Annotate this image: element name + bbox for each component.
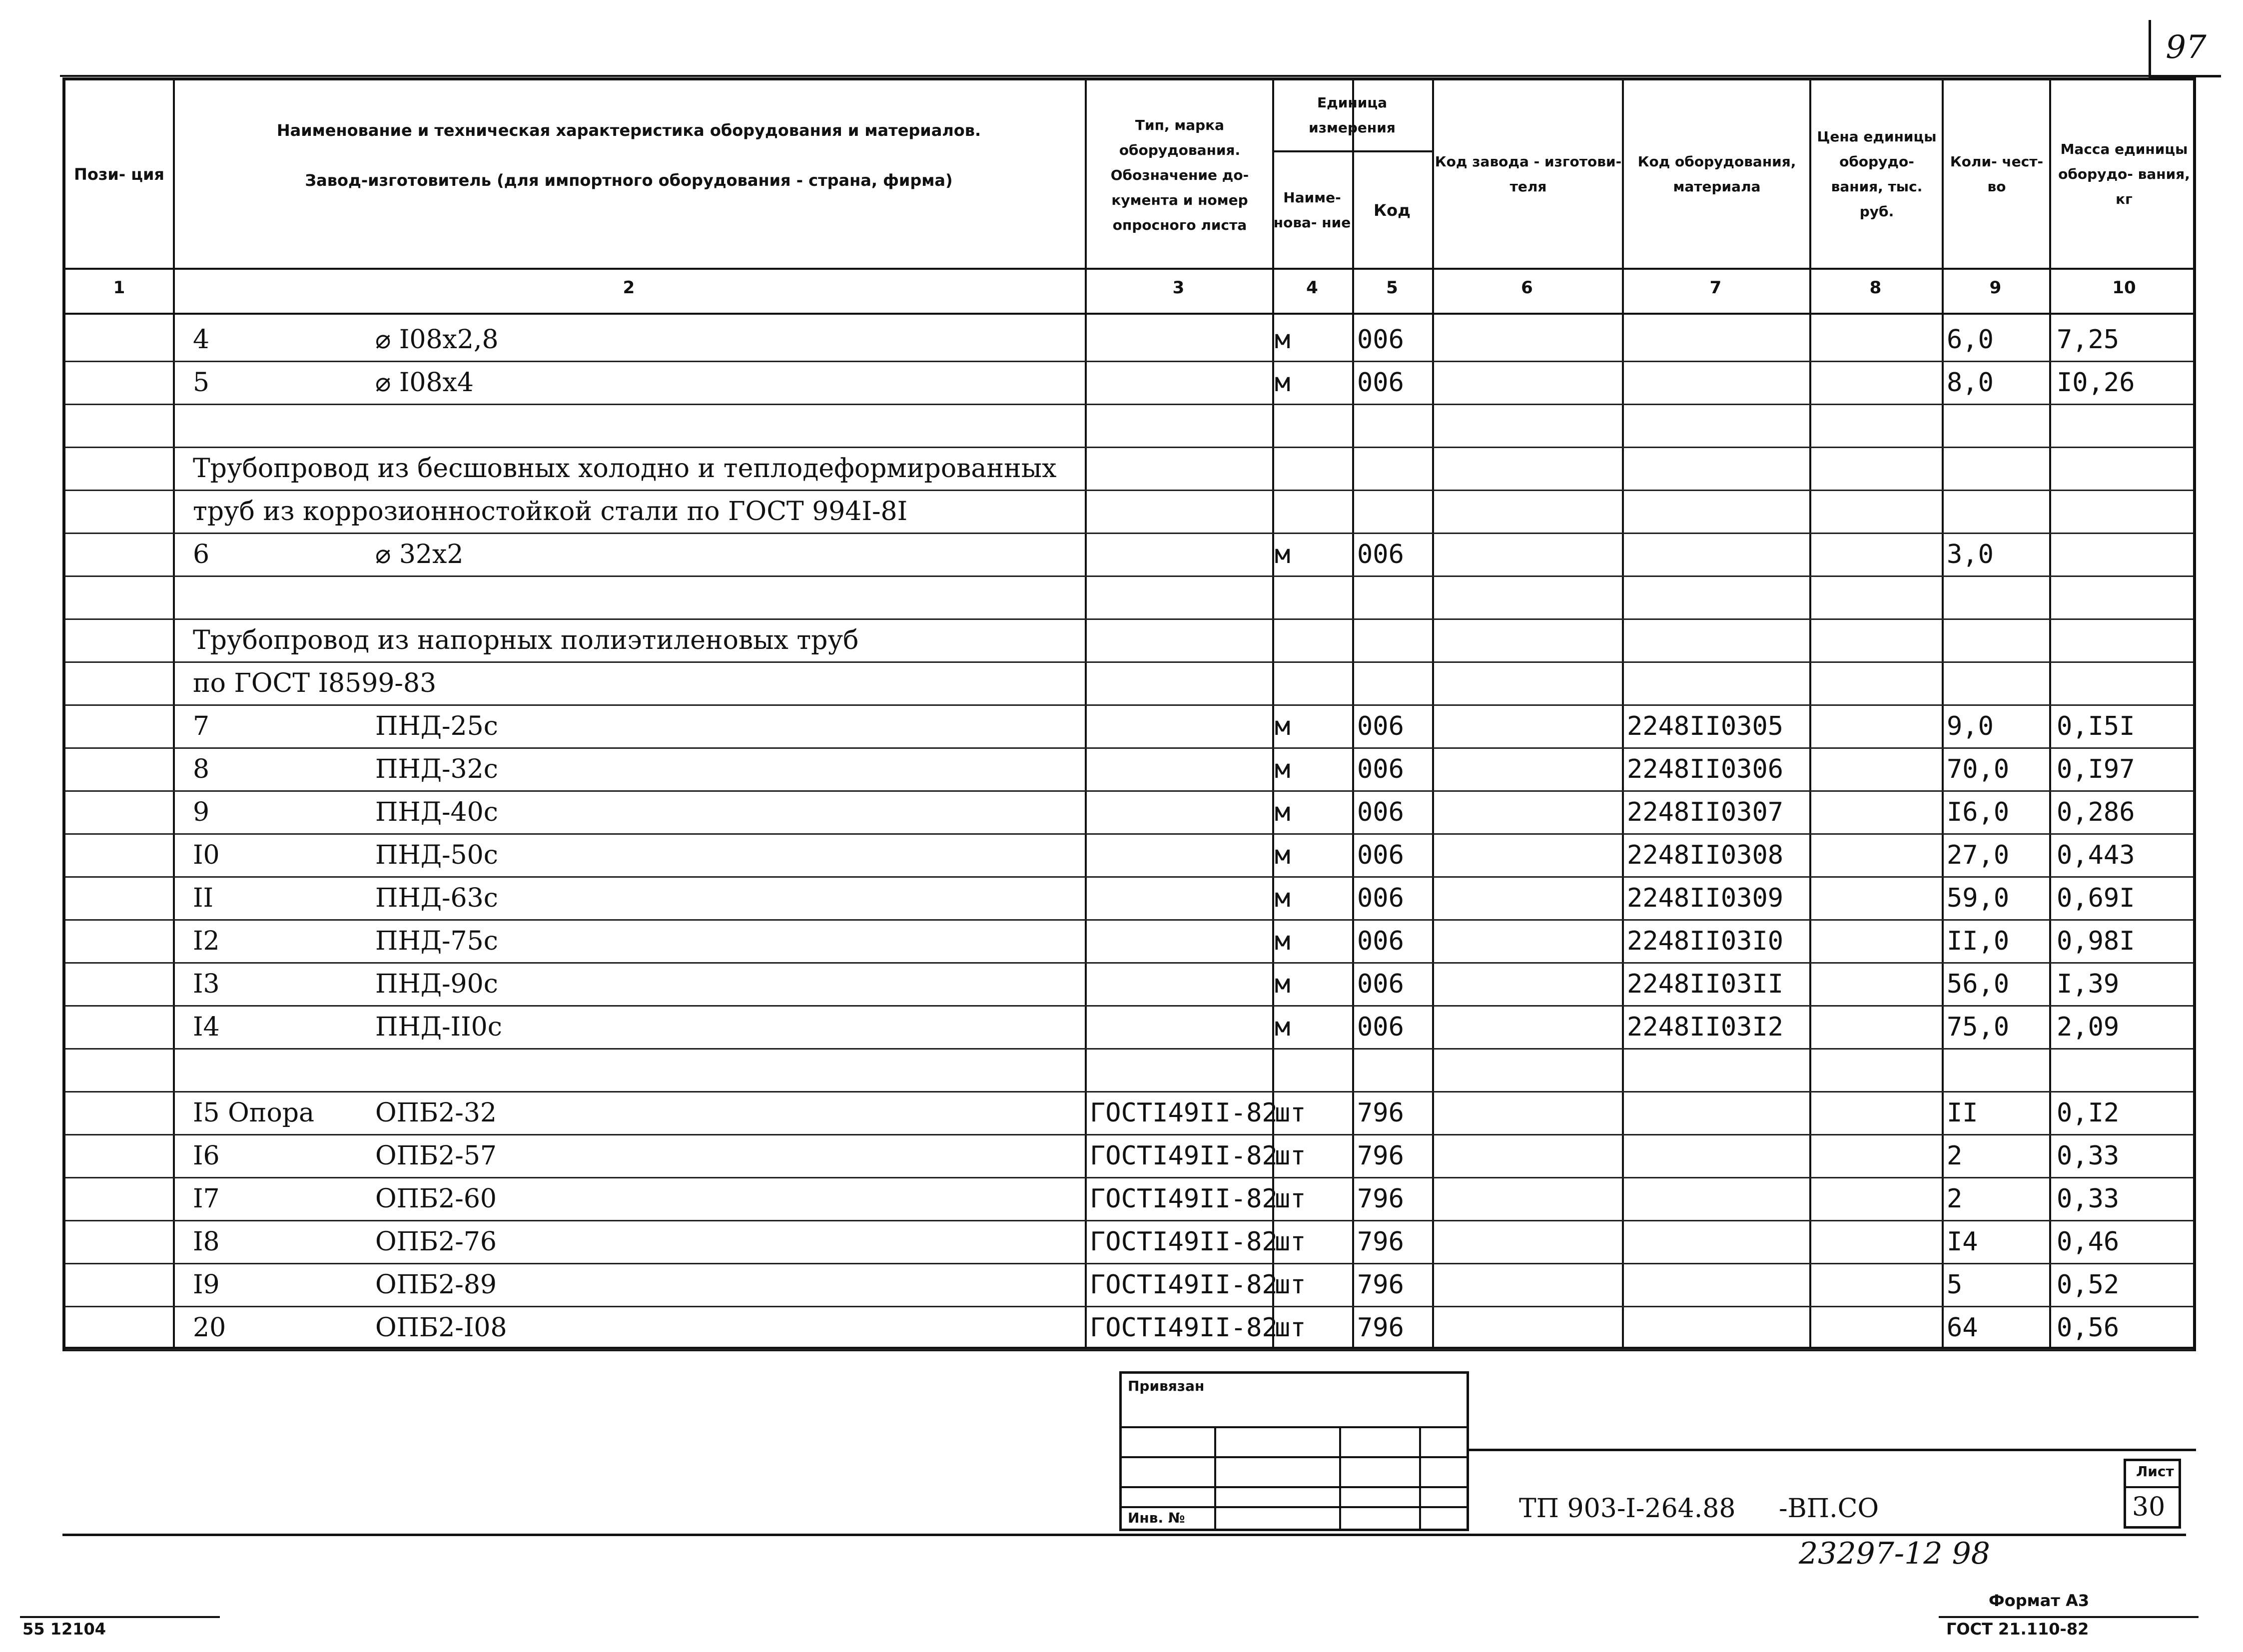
sheet-number: 30 [2132, 1492, 2166, 1522]
footer-gost: ГОСТ 21.110-82 [1946, 1620, 2089, 1639]
cell-unit: м [1275, 883, 1291, 913]
document-suffix: -ВП.СО [1779, 1494, 1879, 1524]
cell-unit: шт [1275, 1227, 1306, 1257]
section-heading: Трубопровод из напорных полиэтиленовых труб [193, 625, 859, 655]
col-divider [1622, 80, 1624, 1348]
cell-unit: шт [1275, 1270, 1306, 1300]
colnum-bottom-rule [65, 313, 2193, 315]
cell-pos: I5 Опора [193, 1098, 315, 1128]
col-divider [1352, 80, 1354, 1348]
cell-pos: II [193, 883, 214, 913]
cell-code: 006 [1357, 325, 1404, 355]
col-divider [2049, 80, 2051, 1348]
cell-mass: 0,286 [2057, 797, 2135, 827]
cell-unit: м [1275, 754, 1291, 784]
stamp-rule [1122, 1456, 1467, 1458]
cell-kod7: 2248II0307 [1627, 797, 1784, 827]
colnum-9: 9 [1989, 278, 2002, 298]
stamp-rule [1122, 1506, 1467, 1508]
row-rule [65, 661, 2193, 663]
cell-unit: шт [1275, 1313, 1306, 1343]
page-number: 97 [2149, 20, 2221, 77]
cell-name: ПНД-32с [375, 754, 498, 784]
cell-qty: 8,0 [1947, 368, 1994, 398]
cell-unit: шт [1275, 1141, 1306, 1171]
cell-type: ГОСТI49II-82 [1090, 1227, 1278, 1257]
header-unit-code: Код [1374, 201, 1411, 220]
cell-qty: 2 [1947, 1184, 1963, 1214]
cell-mass: 0,98I [2057, 926, 2135, 956]
cell-unit: м [1275, 711, 1291, 741]
cell-qty: 2 [1947, 1141, 1963, 1171]
cell-pos: 4 [193, 325, 210, 355]
cell-code: 006 [1357, 926, 1404, 956]
cell-pos: I8 [193, 1227, 220, 1257]
col-divider [1942, 80, 1944, 1348]
cell-pos: I3 [193, 969, 220, 999]
cell-name: ОПБ2-89 [375, 1270, 497, 1300]
colnum-10: 10 [2112, 278, 2136, 298]
cell-pos: 20 [193, 1313, 226, 1343]
row-rule [65, 1263, 2193, 1264]
row-rule [65, 490, 2193, 491]
section-heading: Трубопровод из бесшовных холодно и теплодеформированных [193, 454, 1057, 484]
col-divider [1432, 80, 1434, 1348]
cell-mass: 2,09 [2057, 1012, 2120, 1042]
row-rule [65, 790, 2193, 792]
sheet-rule [2126, 1486, 2179, 1488]
cell-qty: 59,0 [1947, 883, 2010, 913]
cell-pos: I7 [193, 1184, 220, 1214]
col-divider [1809, 80, 1811, 1348]
cell-unit: м [1275, 368, 1291, 398]
cell-code: 006 [1357, 754, 1404, 784]
cell-type: ГОСТI49II-82 [1090, 1270, 1278, 1300]
cell-pos: I6 [193, 1141, 220, 1171]
unit-subheader-rule [1272, 150, 1432, 152]
cell-mass: 7,25 [2057, 325, 2120, 355]
row-rule [65, 747, 2193, 749]
cell-mass: 0,443 [2057, 840, 2135, 870]
section-heading: труб из коррозионностойкой стали по ГОСТ 994I-8I [193, 497, 908, 527]
cell-name: ПНД-40с [375, 797, 498, 827]
row-rule [65, 447, 2193, 448]
header-type: Тип, марка оборудования. Обозначение до- кумента и номер опросного листа [1110, 117, 1249, 233]
colnum-7: 7 [1709, 278, 1722, 298]
header-mass: Масса единицы оборудо- вания, кг [2058, 140, 2190, 207]
cell-mass: I,39 [2057, 969, 2120, 999]
row-rule [65, 876, 2193, 878]
cell-mass: 0,33 [2057, 1184, 2120, 1214]
inventory-number-label: Инв. № [1128, 1510, 1185, 1526]
colnum-5: 5 [1386, 278, 1398, 298]
cell-name: ОПБ2-76 [375, 1227, 497, 1257]
cell-name: ⌀ I08x4 [375, 368, 474, 398]
stamp-divider [1214, 1426, 1216, 1529]
cell-qty: 6,0 [1947, 325, 1994, 355]
cell-name: ОПБ2-I08 [375, 1313, 507, 1343]
row-rule [65, 1349, 2193, 1350]
title-block-rule [1469, 1449, 2196, 1451]
cell-type: ГОСТI49II-82 [1090, 1313, 1278, 1343]
cell-qty: I6,0 [1947, 797, 2010, 827]
cell-code: 796 [1357, 1184, 1404, 1214]
document-code: ТП 903-I-264.88 [1519, 1494, 1736, 1524]
cell-unit: м [1275, 840, 1291, 870]
cell-name: ОПБ2-57 [375, 1141, 497, 1171]
col-divider [1085, 80, 1087, 1348]
cell-code: 006 [1357, 540, 1404, 569]
row-rule [65, 919, 2193, 921]
cell-kod7: 2248II0309 [1627, 883, 1784, 913]
cell-qty: II [1947, 1098, 1978, 1128]
stamp-divider [1419, 1426, 1421, 1529]
colnum-4: 4 [1306, 278, 1318, 298]
cell-pos: 5 [193, 368, 210, 398]
row-rule [65, 404, 2193, 405]
cell-qty: 56,0 [1947, 969, 2010, 999]
row-rule [65, 1177, 2193, 1178]
cell-pos: I4 [193, 1012, 220, 1042]
sheet-box [2124, 1459, 2181, 1529]
footer-format: Формат А3 [1989, 1591, 2090, 1610]
header-factory-code: Код завода - изготови- теля [1435, 153, 1622, 195]
cell-qty: 9,0 [1947, 711, 1994, 741]
header-name-line2: Завод-изготовитель (для импортного оборудования - страна, фирма) [305, 171, 953, 190]
cell-type: ГОСТI49II-82 [1090, 1184, 1278, 1214]
cell-name: ПНД-90с [375, 969, 498, 999]
header-price: Цена единицы оборудо- вания, тыс. руб. [1817, 128, 1937, 220]
row-rule [65, 704, 2193, 706]
cell-unit: м [1275, 540, 1291, 569]
colnum-2: 2 [623, 278, 635, 298]
stamp-rule [1122, 1426, 1467, 1428]
cell-name: ПНД-50с [375, 840, 498, 870]
row-rule [65, 1091, 2193, 1093]
cell-mass: 0,I2 [2057, 1098, 2120, 1128]
row-rule [65, 1134, 2193, 1135]
cell-name: ⌀ I08x2,8 [375, 325, 499, 355]
header-quantity: Коли- чест- во [1950, 153, 2044, 195]
top-rule [60, 75, 2159, 77]
cell-pos: I2 [193, 926, 220, 956]
cell-mass: 0,56 [2057, 1313, 2120, 1343]
cell-code: 006 [1357, 969, 1404, 999]
cell-pos: I9 [193, 1270, 220, 1300]
stamp-divider [1339, 1426, 1341, 1529]
row-rule [65, 1306, 2193, 1307]
header-unit: Единица измерения [1309, 94, 1396, 136]
col-divider [173, 80, 175, 1348]
header-equipment-code: Код оборудования, материала [1637, 153, 1796, 195]
cell-name: ⌀ 32x2 [375, 540, 464, 569]
header-unit-name: Наиме- нова- ние [1273, 189, 1351, 231]
cell-qty: 75,0 [1947, 1012, 2010, 1042]
cell-kod7: 2248II03I2 [1627, 1012, 1784, 1042]
cell-mass: 0,46 [2057, 1227, 2120, 1257]
cell-kod7: 2248II0306 [1627, 754, 1784, 784]
row-rule [65, 618, 2193, 620]
stamp-rule [1122, 1486, 1467, 1488]
footer-left-code: 55 12104 [22, 1620, 106, 1639]
cell-pos: 6 [193, 540, 210, 569]
cell-kod7: 2248II0308 [1627, 840, 1784, 870]
row-rule [65, 833, 2193, 835]
cell-code: 796 [1357, 1227, 1404, 1257]
colnum-8: 8 [1869, 278, 1882, 298]
cell-qty: 3,0 [1947, 540, 1994, 569]
row-rule [65, 361, 2193, 362]
cell-qty: II,0 [1947, 926, 2010, 956]
row-rule [65, 533, 2193, 534]
cell-qty: I4 [1947, 1227, 1978, 1257]
cell-unit: м [1275, 1012, 1291, 1042]
cell-code: 796 [1357, 1141, 1404, 1171]
cell-pos: I0 [193, 840, 220, 870]
cell-name: ПНД-25с [375, 711, 498, 741]
cell-unit: шт [1275, 1184, 1306, 1214]
cell-code: 796 [1357, 1270, 1404, 1300]
section-heading: по ГОСТ I8599-83 [193, 668, 437, 698]
row-rule [65, 1005, 2193, 1007]
cell-kod7: 2248II0305 [1627, 711, 1784, 741]
cell-code: 006 [1357, 368, 1404, 398]
header-position: Пози- ция [74, 164, 164, 184]
cell-mass: 0,I5I [2057, 711, 2135, 741]
handwritten-inventory-number: 23297-12 98 [1799, 1536, 1990, 1571]
row-rule [65, 962, 2193, 964]
cell-name: ОПБ2-60 [375, 1184, 497, 1214]
cell-code: 006 [1357, 840, 1404, 870]
cell-code: 796 [1357, 1313, 1404, 1343]
colnum-6: 6 [1521, 278, 1533, 298]
colnum-1: 1 [113, 278, 125, 298]
cell-pos: 9 [193, 797, 210, 827]
cell-qty: 27,0 [1947, 840, 2010, 870]
header-name-line1: Наименование и техническая характеристика оборудования и материалов. [276, 121, 981, 140]
cell-type: ГОСТI49II-82 [1090, 1141, 1278, 1171]
cell-name: ПНД-II0с [375, 1012, 502, 1042]
sheet-label: Лист [2136, 1463, 2174, 1480]
cell-type: ГОСТI49II-82 [1090, 1098, 1278, 1128]
cell-mass: 0,33 [2057, 1141, 2120, 1171]
cell-unit: шт [1275, 1098, 1306, 1128]
cell-qty: 5 [1947, 1270, 1963, 1300]
cell-code: 006 [1357, 883, 1404, 913]
cell-name: ПНД-75с [375, 926, 498, 956]
footer-left-rule [20, 1616, 220, 1618]
cell-unit: м [1275, 325, 1291, 355]
cell-code: 006 [1357, 711, 1404, 741]
cell-kod7: 2248II03I0 [1627, 926, 1784, 956]
specification-table [62, 77, 2196, 1351]
cell-mass: I0,26 [2057, 368, 2135, 398]
table-bottom-rule [65, 1347, 2193, 1349]
cell-unit: м [1275, 797, 1291, 827]
cell-pos: 7 [193, 711, 210, 741]
cell-unit: м [1275, 969, 1291, 999]
cell-mass: 0,52 [2057, 1270, 2120, 1300]
row-rule [65, 1220, 2193, 1221]
header-bottom-rule [65, 268, 2193, 270]
binding-label: Привязан [1128, 1378, 1205, 1394]
cell-unit: м [1275, 926, 1291, 956]
colnum-3: 3 [1172, 278, 1185, 298]
cell-name: ОПБ2-32 [375, 1098, 497, 1128]
cell-qty: 70,0 [1947, 754, 2010, 784]
cell-code: 006 [1357, 1012, 1404, 1042]
cell-qty: 64 [1947, 1313, 1978, 1343]
row-rule [65, 575, 2193, 577]
cell-code: 796 [1357, 1098, 1404, 1128]
cell-kod7: 2248II03II [1627, 969, 1784, 999]
row-rule [65, 1048, 2193, 1050]
cell-mass: 0,I97 [2057, 754, 2135, 784]
cell-pos: 8 [193, 754, 210, 784]
cell-code: 006 [1357, 797, 1404, 827]
footer-right-rule [1939, 1616, 2199, 1618]
cell-name: ПНД-63с [375, 883, 498, 913]
binding-stamp [1119, 1371, 1469, 1531]
cell-mass: 0,69I [2057, 883, 2135, 913]
